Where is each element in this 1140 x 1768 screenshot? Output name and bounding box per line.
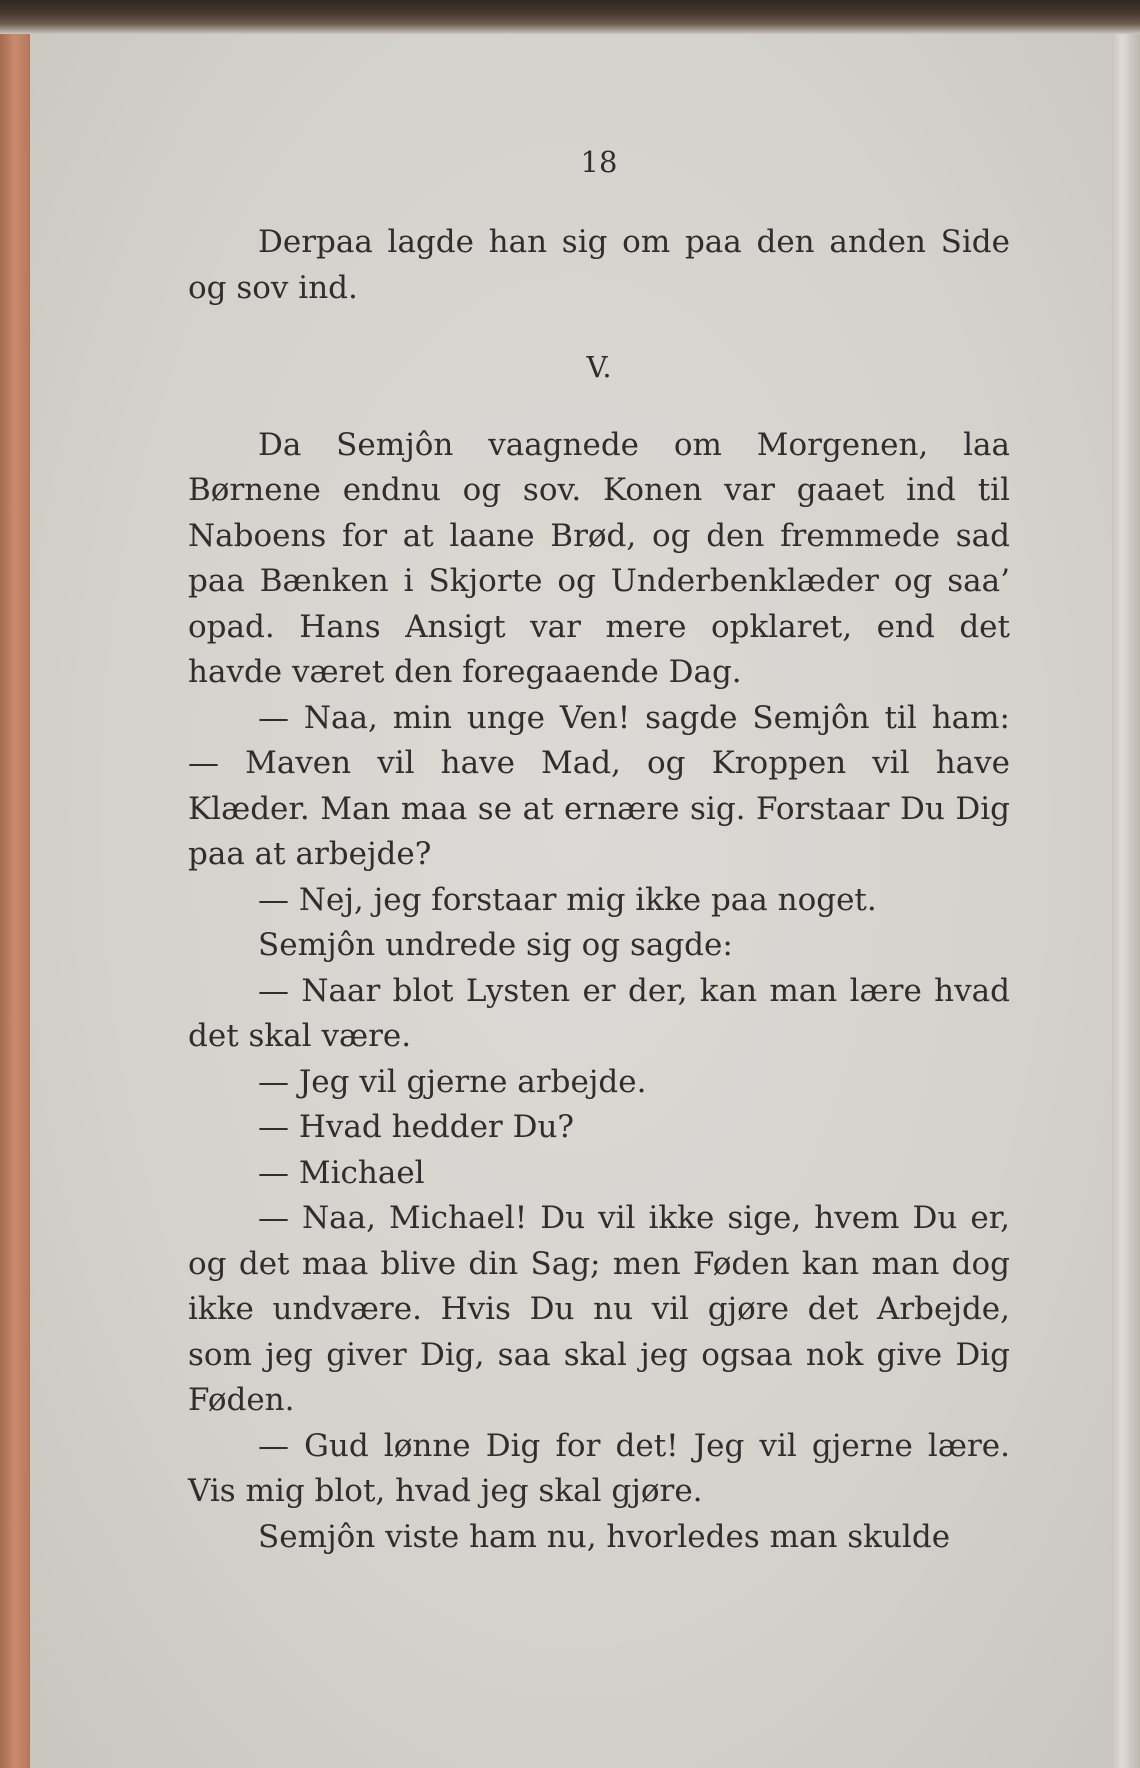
paragraph: Semjôn undrede sig og sagde:	[258, 927, 733, 963]
paragraph: Derpaa lagde han sig om paa den anden Side og sov ind.	[188, 224, 1010, 306]
paragraph: — Jeg vil gjerne arbejde.	[258, 1063, 647, 1100]
paragraph: — Gud lønne Dig for det! Jeg vil gjerne lære. Vis mig blot, hvad jeg skal gjøre.	[188, 1427, 1010, 1509]
paragraph: — Michael	[258, 1154, 425, 1191]
page-edge	[1112, 34, 1140, 1768]
paragraph: Da Semjôn vaagnede om Morgenen, laa Børnene endnu og sov. Konen var gaaet ind til Naboens for at laane Brød, og den fremmede sad paa Bænken i Skjorte og Underbenklæder og saa’ opad. Hans Ansigt var mere opklaret, end det havde været den foregaaende Dag.	[188, 426, 1010, 690]
page-number: 18	[580, 145, 618, 179]
paragraph: — Naa, Michael! Du vil ikke sige, hvem Du er, og det maa blive din Sag; men Føden kan man dog ikke undvære. Hvis Du nu vil gjøre det Arbejde, som jeg giver Dig, saa skal jeg ogsaa nok give Dig Føden.	[188, 1200, 1010, 1418]
book-top-edge	[0, 0, 1140, 34]
page-text	[188, 120, 1010, 1560]
paragraph: — Naa, min unge Ven! sagde Semjôn til ham: — Maven vil have Mad, og Kroppen vil have Klæder. Man maa se at ernære sig. Forstaar Du Dig paa at arbejde?	[188, 699, 1010, 872]
chapter-heading: V.	[586, 350, 612, 384]
paragraph: — Nej, jeg forstaar mig ikke paa noget.	[258, 881, 877, 918]
paragraph: — Hvad hedder Du?	[258, 1109, 575, 1145]
paragraph: — Naar blot Lysten er der, kan man lære hvad det skal være.	[188, 972, 1010, 1054]
paragraph: Semjôn viste ham nu, hvorledes man skulde	[258, 1518, 951, 1555]
